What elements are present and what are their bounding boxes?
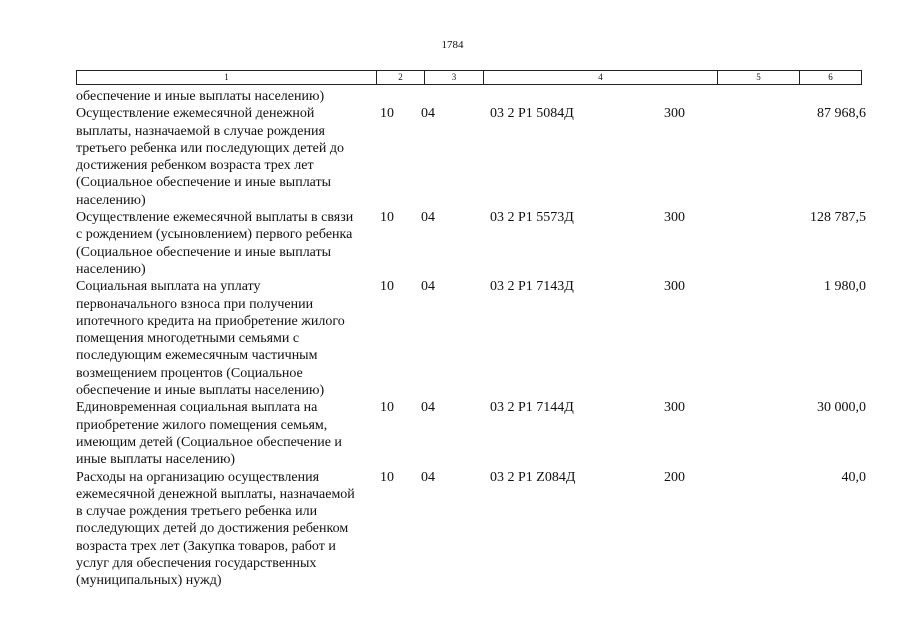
subsection-code: 04 [421, 279, 435, 295]
expense-type-code: 300 [664, 106, 685, 122]
description-line: последующим ежемесячным частичным [76, 348, 318, 364]
description-line: последующих детей до достижения ребенком [76, 521, 349, 537]
row-description [76, 209, 380, 278]
amount: 128 787,5 [810, 210, 866, 226]
header-col-2: 2 [377, 71, 425, 84]
section-code: 10 [380, 469, 394, 485]
subsection-code: 04 [421, 469, 435, 485]
row-description [76, 278, 380, 399]
description-line: иные выплаты населению) [76, 452, 236, 468]
subsection-code: 04 [421, 210, 435, 226]
description-line: услуг для обеспечения государственных [76, 556, 317, 572]
description-line: третьего ребенка или последующих детей до [76, 140, 344, 156]
continuation-text: обеспечение и иные выплаты населению) [76, 89, 325, 104]
page-number: 1784 [441, 39, 464, 51]
header-col-1: 1 [77, 71, 377, 84]
description-line: первоначального взноса при получении [76, 296, 314, 312]
row-description [76, 105, 380, 209]
subsection-code: 04 [421, 400, 435, 416]
amount: 30 000,0 [817, 400, 866, 416]
row-description [76, 399, 380, 468]
amount: 40,0 [841, 469, 866, 485]
expense-type-code: 300 [664, 210, 685, 226]
table-row [76, 399, 866, 468]
description-line: приобретение жилого помещения семьям, [76, 417, 328, 433]
table-body [76, 88, 866, 590]
expense-type-code: 200 [664, 469, 685, 485]
target-article-code: 03 2 P1 5573Д [490, 210, 574, 226]
description-line: обеспечение и иные выплаты населению) [76, 383, 325, 399]
description-line: Осуществление ежемесячной выплаты в связи [76, 210, 354, 226]
description-line: ипотечного кредита на приобретение жилого [76, 313, 345, 329]
description-line: населению) [76, 192, 146, 208]
description-line: ежемесячной денежной выплаты, назначаемой [76, 486, 355, 502]
description-line: Осуществление ежемесячной денежной [76, 106, 315, 122]
subsection-code: 04 [421, 106, 435, 122]
table-row [76, 209, 866, 278]
header-col-5: 5 [718, 71, 800, 84]
section-code: 10 [380, 106, 394, 122]
target-article-code: 03 2 P1 Z084Д [490, 469, 576, 485]
table-header [76, 70, 862, 85]
description-line: населению) [76, 261, 146, 277]
section-code: 10 [380, 400, 394, 416]
description-line: (муниципальных) нужд) [76, 573, 222, 589]
section-code: 10 [380, 279, 394, 295]
header-col-4: 4 [484, 71, 718, 84]
description-line: в случае рождения третьего ребенка или [76, 504, 318, 520]
description-line: с рождением (усыновлением) первого ребенка [76, 227, 353, 243]
expense-type-code: 300 [664, 400, 685, 416]
description-line: (Социальное обеспечение и иные выплаты [76, 175, 332, 191]
description-line: Социальная выплата на уплату [76, 279, 261, 295]
amount: 87 968,6 [817, 106, 866, 122]
description-line: достижения ребенком возраста трех лет [76, 158, 314, 174]
target-article-code: 03 2 P1 5084Д [490, 106, 574, 122]
description-line: помещения многодетными семьями с [76, 331, 300, 347]
rows-container [76, 105, 866, 589]
continuation-row [76, 88, 866, 105]
expense-type-code: 300 [664, 279, 685, 295]
row-description [76, 469, 380, 590]
description-line: Расходы на организацию осуществления [76, 469, 320, 485]
description-line: имеющим детей (Социальное обеспечение и [76, 434, 342, 450]
table-row [76, 278, 866, 399]
amount: 1 980,0 [824, 279, 866, 295]
description-line: возмещением процентов (Социальное [76, 365, 303, 381]
description-line: (Социальное обеспечение и иные выплаты [76, 244, 332, 260]
header-col-3: 3 [425, 71, 484, 84]
description-line: возраста трех лет (Закупка товаров, работ и [76, 538, 336, 554]
description-line: Единовременная социальная выплата на [76, 400, 318, 416]
table-row [76, 469, 866, 590]
target-article-code: 03 2 P1 7143Д [490, 279, 574, 295]
target-article-code: 03 2 P1 7144Д [490, 400, 574, 416]
table-row [76, 105, 866, 209]
header-col-6: 6 [828, 72, 833, 82]
section-code: 10 [380, 210, 394, 226]
description-line: выплаты, назначаемой в случае рождения [76, 123, 325, 139]
